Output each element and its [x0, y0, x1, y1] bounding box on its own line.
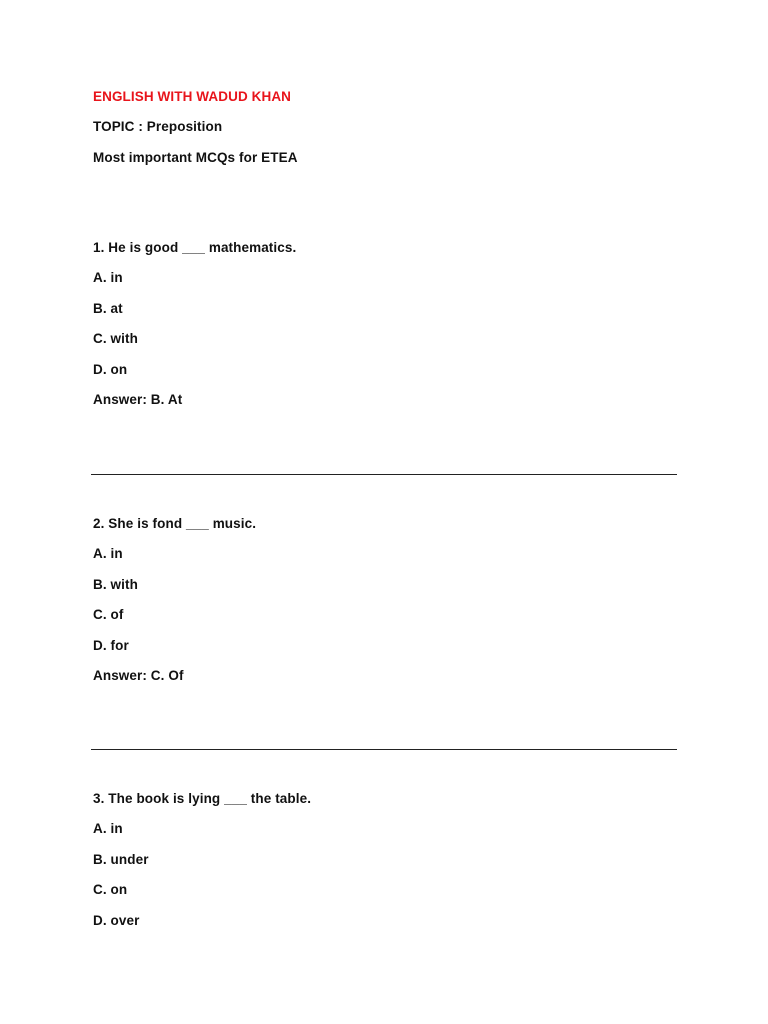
document-title: ENGLISH WITH WADUD KHAN: [93, 89, 292, 104]
option-b: B. under: [93, 852, 149, 867]
option-d: D. on: [93, 362, 128, 377]
question-text: 2. She is fond ___ music.: [93, 516, 257, 531]
separator-rule: [91, 749, 677, 750]
subtitle-line: Most important MCQs for ETEA: [93, 150, 298, 165]
option-c: C. of: [93, 607, 124, 622]
option-b: B. with: [93, 577, 138, 592]
option-a: A. in: [93, 270, 123, 285]
option-d: D. for: [93, 638, 129, 653]
option-a: A. in: [93, 821, 123, 836]
separator-rule: [91, 474, 677, 475]
question-text: 1. He is good ___ mathematics.: [93, 240, 297, 255]
option-c: C. with: [93, 331, 138, 346]
option-c: C. on: [93, 882, 128, 897]
option-b: B. at: [93, 301, 123, 316]
answer-line: Answer: B. At: [93, 392, 183, 407]
option-d: D. over: [93, 913, 140, 928]
question-text: 3. The book is lying ___ the table.: [93, 791, 312, 806]
answer-line: Answer: C. Of: [93, 668, 184, 683]
option-a: A. in: [93, 546, 123, 561]
topic-line: TOPIC : Preposition: [93, 119, 223, 134]
